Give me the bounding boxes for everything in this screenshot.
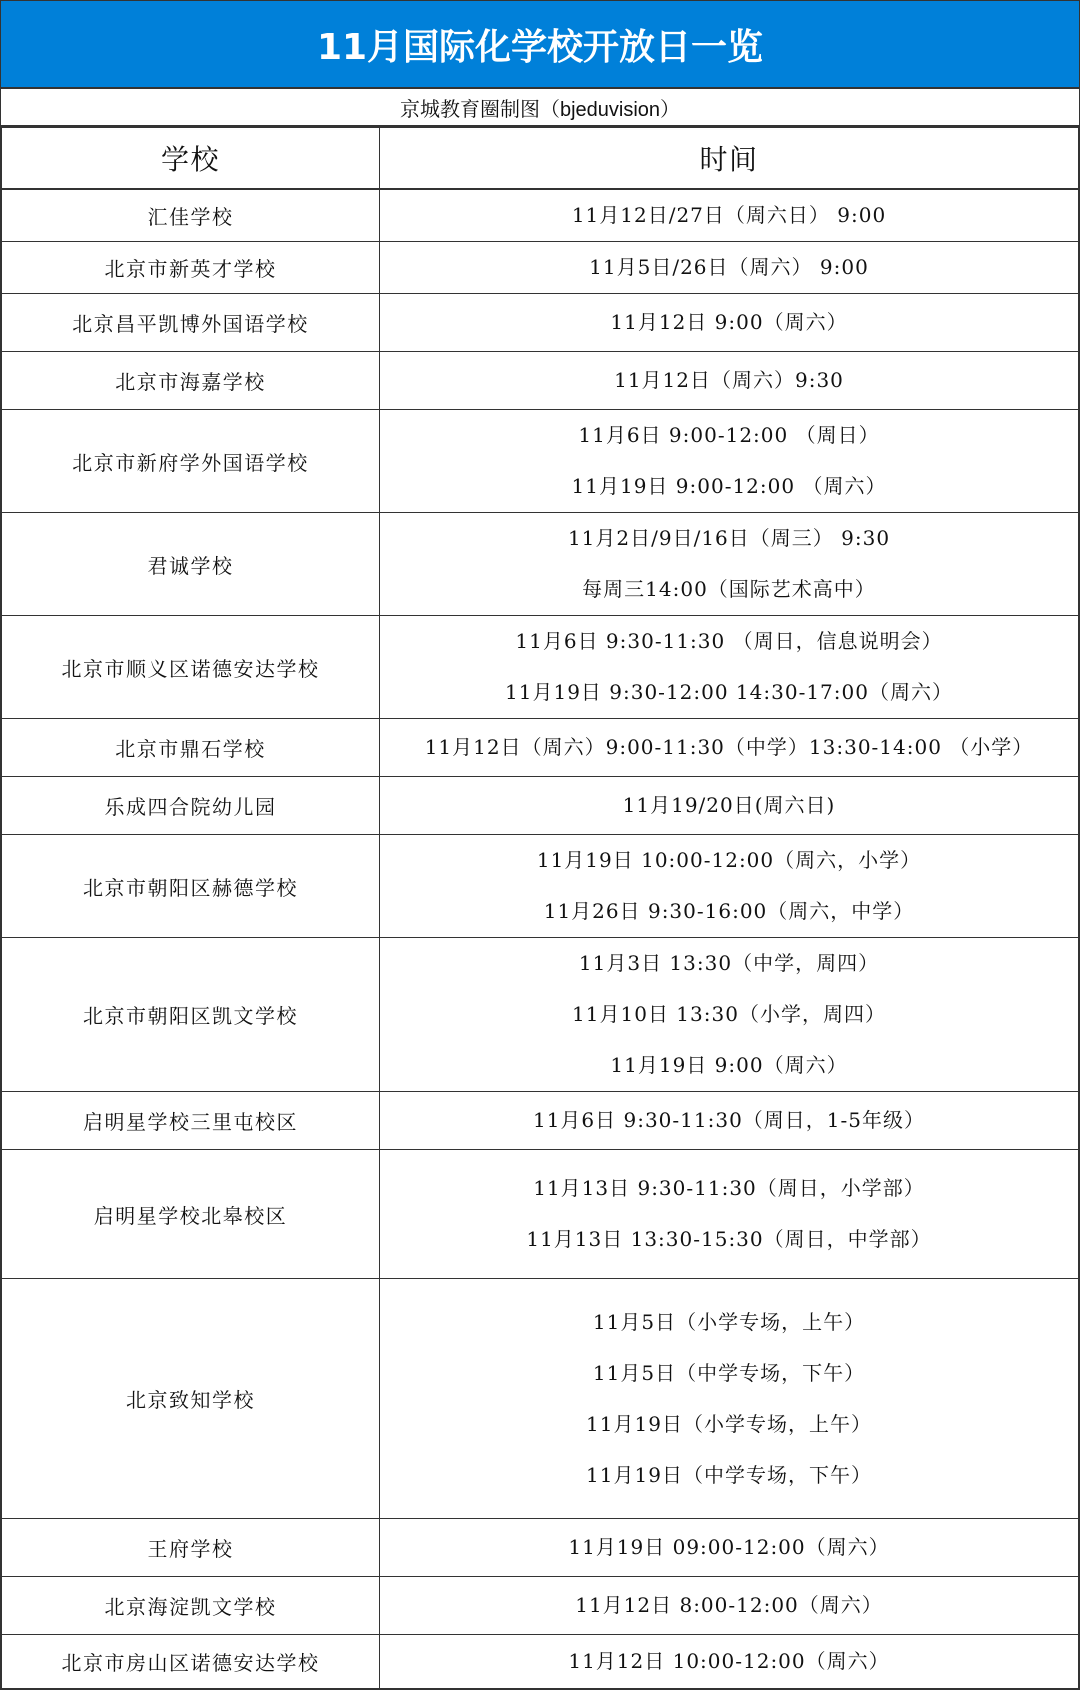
time-line: 11月10日 13:30（小学，周四）	[572, 1002, 886, 1026]
subtitle-credit: 京城教育圈制图（bjeduvision）	[1, 89, 1079, 127]
time-line: 11月12日 9:00（周六）	[610, 310, 848, 334]
open-day-time	[380, 835, 1079, 938]
open-day-time	[380, 1519, 1079, 1577]
open-day-time	[380, 1092, 1079, 1150]
time-line: 11月6日 9:00-12:00 （周日）	[578, 423, 880, 447]
open-day-time	[380, 719, 1079, 777]
time-line: 11月19日 9:00-12:00 （周六）	[571, 474, 887, 498]
time-line: 11月6日 9:30-11:30 （周日，信息说明会）	[515, 629, 943, 653]
time-line: 11月12日 8:00-12:00（周六）	[575, 1593, 883, 1617]
open-day-time	[380, 777, 1079, 835]
table-row	[2, 513, 1079, 616]
time-line: 11月12日（周六）9:30	[614, 368, 844, 392]
school-name: 乐成四合院幼儿园	[2, 777, 380, 835]
school-name: 北京市房山区诺德安达学校	[2, 1635, 380, 1689]
open-day-time	[380, 352, 1079, 410]
page-title: 11月国际化学校开放日一览	[1, 1, 1079, 89]
open-day-time	[380, 1279, 1079, 1519]
table-row	[2, 410, 1079, 513]
table-row	[2, 616, 1079, 719]
time-line: 11月5日（小学专场，上午）	[592, 1309, 866, 1334]
open-day-time	[380, 410, 1079, 513]
time-line: 11月19日（小学专场，上午）	[586, 1411, 872, 1436]
table-row	[2, 352, 1079, 410]
table-row	[2, 1092, 1079, 1150]
school-name: 王府学校	[2, 1519, 380, 1577]
time-line: 11月19日 9:30-12:00 14:30-17:00（周六）	[505, 680, 953, 704]
table-row	[2, 938, 1079, 1092]
open-day-time	[380, 242, 1079, 294]
time-line: 11月5日/26日（周六） 9:00	[589, 255, 869, 279]
open-day-time	[380, 513, 1079, 616]
time-line: 11月19日 9:00（周六）	[610, 1053, 848, 1077]
open-day-time	[380, 1635, 1079, 1689]
time-line: 11月12日/27日（周六日） 9:00	[571, 203, 887, 227]
time-line: 11月19日（中学专场，下午）	[586, 1462, 872, 1487]
table-row	[2, 1577, 1079, 1635]
school-name: 北京市新英才学校	[2, 242, 380, 294]
open-day-time	[380, 294, 1079, 352]
header-row	[2, 128, 1079, 190]
time-line: 11月3日 13:30（中学，周四）	[578, 951, 880, 975]
open-day-time	[380, 1577, 1079, 1635]
table-row	[2, 1150, 1079, 1279]
header-time: 时间	[380, 128, 1079, 190]
open-day-time	[380, 616, 1079, 719]
table-row	[2, 242, 1079, 294]
table-row	[2, 777, 1079, 835]
school-name: 北京市朝阳区赫德学校	[2, 835, 380, 938]
header-school: 学校	[2, 128, 380, 190]
school-name: 汇佳学校	[2, 189, 380, 242]
school-name: 北京海淀凯文学校	[2, 1577, 380, 1635]
schedule-table	[1, 127, 1079, 1689]
time-line: 11月5日（中学专场，下午）	[592, 1360, 866, 1385]
time-line: 11月13日 13:30-15:30（周日，中学部）	[526, 1227, 932, 1251]
school-name: 启明星学校三里屯校区	[2, 1092, 380, 1150]
school-name: 北京市新府学外国语学校	[2, 410, 380, 513]
time-line: 11月13日 9:30-11:30（周日，小学部）	[533, 1176, 925, 1200]
table-row	[2, 189, 1079, 242]
school-name: 北京昌平凯博外国语学校	[2, 294, 380, 352]
table-row	[2, 1279, 1079, 1519]
time-line: 11月12日（周六）9:00-11:30（中学）13:30-14:00 （小学）	[424, 735, 1034, 759]
time-line: 11月12日 10:00-12:00（周六）	[568, 1649, 890, 1673]
school-name: 北京市顺义区诺德安达学校	[2, 616, 380, 719]
school-name: 君诚学校	[2, 513, 380, 616]
table-row	[2, 1635, 1079, 1689]
table-row	[2, 294, 1079, 352]
school-name: 北京市鼎石学校	[2, 719, 380, 777]
time-line: 11月19日 10:00-12:00（周六，小学）	[536, 848, 922, 872]
time-line: 11月19日 09:00-12:00（周六）	[568, 1535, 890, 1559]
table-row	[2, 835, 1079, 938]
table-row	[2, 1519, 1079, 1577]
time-line: 11月19/20日(周六日)	[622, 793, 836, 817]
school-name: 北京市海嘉学校	[2, 352, 380, 410]
time-line: 11月2日/9日/16日（周三） 9:30	[567, 526, 891, 550]
time-line: 每周三14:00（国际艺术高中）	[582, 577, 876, 601]
table-row	[2, 719, 1079, 777]
school-name: 北京致知学校	[2, 1279, 380, 1519]
open-day-time	[380, 1150, 1079, 1279]
time-line: 11月6日 9:30-11:30（周日，1-5年级）	[532, 1108, 926, 1132]
open-day-time	[380, 189, 1079, 242]
school-name: 北京市朝阳区凯文学校	[2, 938, 380, 1092]
time-line: 11月26日 9:30-16:00（周六，中学）	[543, 899, 915, 923]
open-day-time	[380, 938, 1079, 1092]
school-name: 启明星学校北皋校区	[2, 1150, 380, 1279]
